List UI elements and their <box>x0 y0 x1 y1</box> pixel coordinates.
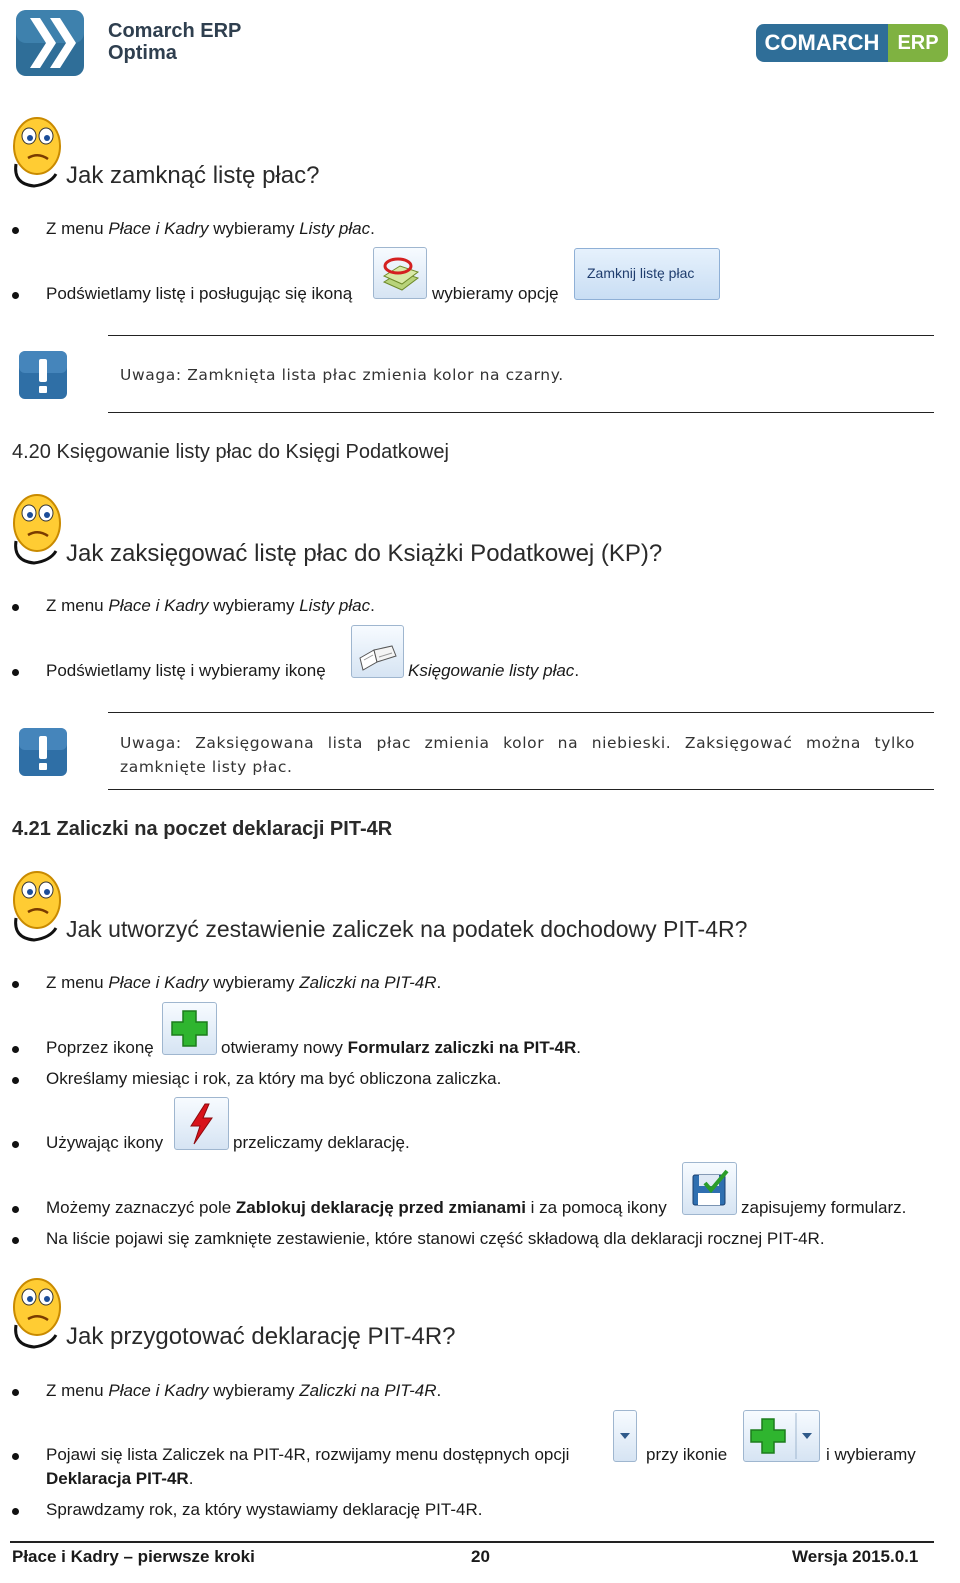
list-item: Deklaracja PIT-4R. <box>46 1469 194 1488</box>
add-plus-icon[interactable] <box>162 1002 217 1055</box>
note-divider <box>108 789 934 790</box>
footer-divider <box>10 1541 934 1543</box>
list-item-text: wybieramy opcję <box>432 284 559 303</box>
bullet-dot <box>12 981 19 988</box>
list-item-text: zapisujemy formularz. <box>741 1198 907 1217</box>
footer-version: Wersja 2015.0.1 <box>792 1547 919 1566</box>
bullet-dot <box>12 227 19 234</box>
list-item-text: Poprzez ikonę <box>46 1038 154 1057</box>
note-divider <box>108 335 934 336</box>
thinking-face-icon <box>10 489 66 567</box>
erp-logo-text: ERP <box>888 24 948 62</box>
list-item: Z menu Płace i Kadry wybieramy Zaliczki na PIT-4R. <box>46 1381 442 1400</box>
list-item-text: Podświetlamy listę i posługując się ikoną <box>46 284 353 303</box>
thinking-face-icon <box>10 866 66 944</box>
bullet-dot <box>12 1046 19 1053</box>
close-payroll-button[interactable] <box>574 248 720 300</box>
thinking-face-icon <box>10 112 66 190</box>
bullet-dot <box>12 1237 19 1244</box>
list-item-text: przeliczamy deklarację. <box>233 1133 410 1152</box>
add-plus-dropdown-icon[interactable] <box>743 1410 820 1462</box>
list-item: Z menu Płace i Kadry wybieramy Zaliczki na PIT-4R. <box>46 973 442 992</box>
bullet-dot <box>12 1141 19 1148</box>
bullet-dot <box>12 1077 19 1084</box>
optima-logo <box>14 8 86 78</box>
bullet-dot <box>12 1389 19 1396</box>
note-divider <box>108 712 934 713</box>
recalculate-lightning-icon[interactable] <box>174 1097 229 1150</box>
save-disk-icon[interactable] <box>682 1162 737 1215</box>
posting-book-icon[interactable] <box>351 625 404 678</box>
thinking-face-icon <box>10 1273 66 1351</box>
list-item-text: Podświetlamy listę i wybieramy ikonę <box>46 661 326 680</box>
list-item: Możemy zaznaczyć pole Zablokuj deklarację przed zmianami i za pomocą ikony <box>46 1198 667 1217</box>
list-item-text: Używając ikony <box>46 1133 164 1152</box>
bullet-dot <box>12 604 19 611</box>
product-name-line1: Comarch ERP <box>108 20 242 42</box>
close-payroll-button-label: Zamknij listę płac <box>587 265 695 281</box>
bullet-dot <box>12 1453 19 1460</box>
product-name-line2: Optima <box>108 42 177 64</box>
dropdown-arrow-icon[interactable] <box>613 1410 637 1462</box>
question-title: Jak przygotować deklarację PIT-4R? <box>66 1323 456 1350</box>
list-item-text: Określamy miesiąc i rok, za który ma być obliczona zaliczka. <box>46 1069 502 1088</box>
question-title: Jak zamknąć listę płac? <box>66 162 320 189</box>
bullet-dot <box>12 1206 19 1213</box>
list-item: Z menu Płace i Kadry wybieramy Listy płac. <box>46 596 375 615</box>
bullet-dot <box>12 669 19 676</box>
warning-icon <box>18 350 68 400</box>
product-name <box>108 20 241 64</box>
close-list-icon[interactable] <box>373 247 427 299</box>
list-item: Księgowanie listy płac. <box>408 661 580 680</box>
comarch-logo-text: COMARCH <box>756 24 888 62</box>
list-item-text: i wybieramy <box>826 1445 916 1464</box>
list-item-text: Na liście pojawi się zamknięte zestawienie, które stanowi część składową dla deklaracji rocznej PIT-4R. <box>46 1229 825 1248</box>
bullet-dot <box>12 1508 19 1515</box>
list-item-text: przy ikonie <box>646 1445 728 1464</box>
page-number: 20 <box>471 1547 490 1566</box>
question-title: Jak utworzyć zestawienie zaliczek na podatek dochodowy PIT-4R? <box>66 916 748 942</box>
section-heading: 4.21 Zaliczki na poczet deklaracji PIT-4R <box>12 818 393 840</box>
list-item-text: Pojawi się lista Zaliczek na PIT-4R, rozwijamy menu dostępnych opcji <box>46 1445 570 1464</box>
warning-icon <box>18 727 68 777</box>
list-item: Z menu Płace i Kadry wybieramy Listy płac. <box>46 219 375 238</box>
note-text: Uwaga: Zamknięta lista płac zmienia kolor na czarny. <box>120 366 564 384</box>
note-divider <box>108 412 934 413</box>
section-heading: 4.20 Księgowanie listy płac do Księgi Podatkowej <box>12 441 449 463</box>
comarch-erp-logo <box>756 24 948 62</box>
bullet-dot <box>12 292 19 299</box>
list-item-text: Sprawdzamy rok, za który wystawiamy deklarację PIT-4R. <box>46 1500 483 1519</box>
question-title: Jak zaksięgować listę płac do Książki Podatkowej (KP)? <box>66 540 663 567</box>
note-text: Uwaga: Zaksięgowana lista płac zmienia kolor na niebieski. Zaksięgować można tylko zamknięte listy płac. <box>120 734 915 776</box>
footer-left-text: Płace i Kadry – pierwsze kroki <box>12 1547 255 1566</box>
list-item: otwieramy nowy Formularz zaliczki na PIT-4R. <box>221 1038 581 1057</box>
